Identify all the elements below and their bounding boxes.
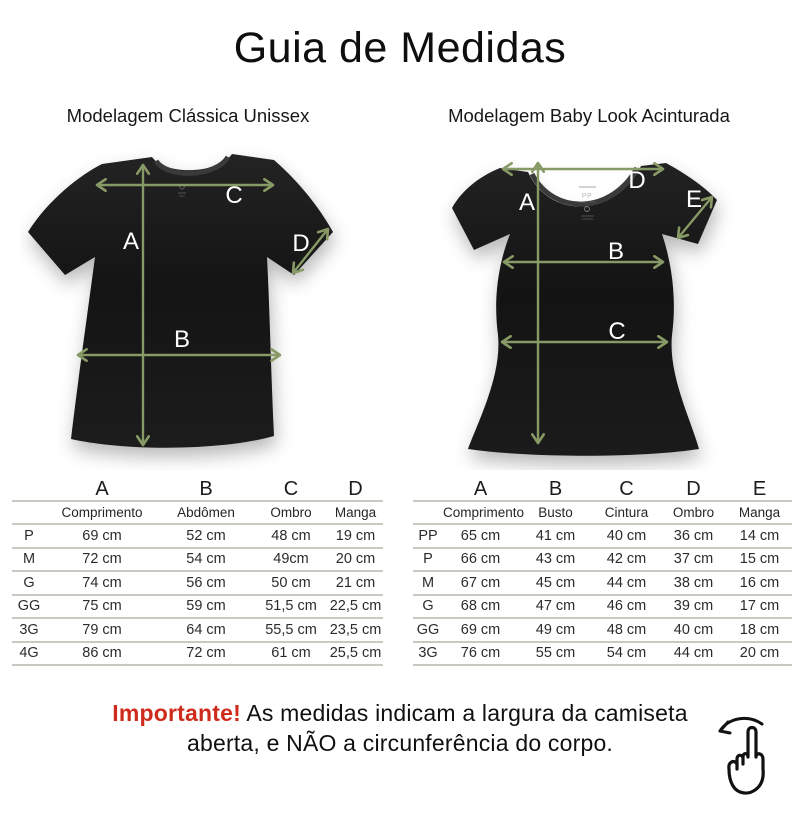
size-label: M [421, 574, 435, 591]
cell-value: 48 cm [271, 527, 311, 544]
cell-value: 16 cm [739, 574, 780, 591]
table-row [413, 549, 792, 573]
column-header: Ombro [672, 505, 715, 520]
size-label: 4G [19, 645, 39, 662]
table-row [12, 643, 383, 667]
measure-letter: B [199, 478, 213, 500]
cell-value: 38 cm [673, 574, 714, 591]
cell-value: 49cm [273, 551, 309, 568]
measure-letter: D [686, 478, 701, 500]
column-header: Manga [334, 505, 377, 520]
cell-value: 50 cm [271, 574, 311, 591]
cell-value: 40 cm [606, 527, 647, 544]
measure-letter: C [283, 478, 299, 500]
cell-value: 20 cm [335, 551, 376, 568]
cell-value: 55 cm [535, 645, 576, 662]
cell-value: 43 cm [535, 551, 576, 568]
cell-value: 21 cm [335, 574, 376, 591]
classic-shirt-graphic [28, 154, 333, 448]
column-header: Comprimento [443, 505, 525, 520]
swipe-hand-icon [708, 712, 772, 796]
cell-value: 15 cm [739, 551, 780, 568]
cell-value: 46 cm [606, 598, 647, 615]
size-label: GG [17, 598, 41, 615]
cell-value: 49 cm [535, 621, 576, 638]
table-row [413, 502, 792, 525]
cell-value: 25,5 cm [329, 645, 382, 662]
important-text-line2: aberta, e NÃO a circunferência do corpo. [186, 730, 614, 756]
babylook-measure-label-b: B [607, 238, 625, 265]
size-label: G [422, 598, 434, 615]
cell-value: 18 cm [739, 621, 780, 638]
table-row [413, 596, 792, 620]
cell-value: 59 cm [186, 598, 226, 615]
table-row [12, 619, 383, 643]
column-header: Busto [538, 505, 573, 520]
measure-letter: B [548, 478, 563, 500]
cell-value: 61 cm [271, 645, 311, 662]
cell-value: 37 cm [673, 551, 714, 568]
table-row [413, 525, 792, 549]
hand-outline [729, 728, 763, 794]
column-header: Ombro [270, 505, 312, 520]
cell-value: 54 cm [186, 551, 226, 568]
babylook-measure-label-c: C [608, 318, 626, 345]
swipe-arrowhead [720, 722, 730, 733]
cell-value: 55,5 cm [265, 621, 317, 638]
cell-value: 48 cm [606, 621, 647, 638]
cell-value: 86 cm [82, 645, 122, 662]
table-row [12, 572, 383, 596]
size-label: M [22, 551, 36, 568]
subtitle-babylook: Modelagem Baby Look Acinturada [448, 105, 730, 126]
cell-value: 75 cm [82, 598, 122, 615]
size-table-babylook [413, 478, 792, 666]
table-row [413, 643, 792, 667]
babylook-tag-label: PP [581, 193, 593, 200]
size-label: PP [418, 527, 438, 544]
classic-measure-label-b: B [173, 326, 191, 353]
measure-letter: D [348, 478, 363, 500]
important-note-line1 [70, 698, 730, 728]
measure-letter: E [752, 478, 767, 500]
table-row [12, 525, 383, 549]
size-label: P [24, 527, 34, 544]
important-highlight: Importante! [112, 700, 241, 726]
cell-value: 66 cm [460, 551, 501, 568]
table-row [413, 572, 792, 596]
cell-value: 79 cm [82, 621, 122, 638]
cell-value: 39 cm [673, 598, 714, 615]
cell-value: 76 cm [460, 645, 501, 662]
cell-value: 36 cm [673, 527, 714, 544]
important-note [70, 698, 730, 758]
cell-value: 22,5 cm [329, 598, 382, 615]
cell-value: 23,5 cm [329, 621, 382, 638]
table-row [12, 549, 383, 573]
cell-value: 41 cm [535, 527, 576, 544]
size-label: GG [416, 621, 440, 638]
table-row [413, 478, 792, 502]
cell-value: 65 cm [460, 527, 501, 544]
cell-value: 68 cm [460, 598, 501, 615]
cell-value: 56 cm [186, 574, 226, 591]
classic-measure-label-d: D [292, 230, 310, 257]
size-label: 3G [19, 621, 39, 638]
cell-value: 74 cm [82, 574, 122, 591]
size-label: P [423, 551, 433, 568]
cell-value: 47 cm [535, 598, 576, 615]
cell-value: 52 cm [186, 527, 226, 544]
cell-value: 64 cm [186, 621, 226, 638]
classic-measure-label-a: A [122, 228, 140, 255]
classic-shirt-figure [20, 140, 380, 470]
column-header: Cintura [604, 505, 649, 520]
size-table-classic [12, 478, 383, 666]
cell-value: 20 cm [739, 645, 780, 662]
cell-value: 51,5 cm [265, 598, 317, 615]
babylook-shirt-graphic [452, 163, 717, 456]
cell-value: 45 cm [535, 574, 576, 591]
measure-letter: A [95, 478, 109, 500]
babylook-measure-label-d: D [628, 167, 646, 194]
column-header: Comprimento [61, 505, 143, 520]
subtitle-classic: Modelagem Clássica Unissex [66, 105, 310, 126]
cell-value: 67 cm [460, 574, 501, 591]
size-label: G [23, 574, 35, 591]
cell-value: 44 cm [606, 574, 647, 591]
table-row [12, 478, 383, 502]
cell-value: 42 cm [606, 551, 647, 568]
measure-letter: C [619, 478, 634, 500]
table-row [413, 619, 792, 643]
classic-measure-label-c: C [225, 182, 243, 209]
babylook-measure-label-e: E [685, 186, 703, 213]
table-row [12, 596, 383, 620]
cell-value: 54 cm [606, 645, 647, 662]
cell-value: 72 cm [186, 645, 226, 662]
babylook-shirt-figure [410, 140, 790, 470]
column-header: Abdômen [177, 505, 235, 520]
measure-letter: A [473, 478, 488, 500]
cell-value: 17 cm [739, 598, 780, 615]
table-row [12, 502, 383, 525]
column-header: Manga [738, 505, 781, 520]
cell-value: 19 cm [335, 527, 376, 544]
important-text-line1: As medidas indicam a largura da camiseta [246, 700, 688, 726]
cell-value: 44 cm [673, 645, 714, 662]
babylook-measure-label-a: A [518, 189, 536, 216]
cell-value: 72 cm [82, 551, 122, 568]
size-label: 3G [418, 645, 438, 662]
cell-value: 14 cm [739, 527, 780, 544]
cell-value: 69 cm [82, 527, 122, 544]
page-title: Guia de Medidas [233, 24, 567, 72]
cell-value: 40 cm [673, 621, 714, 638]
cell-value: 69 cm [460, 621, 501, 638]
